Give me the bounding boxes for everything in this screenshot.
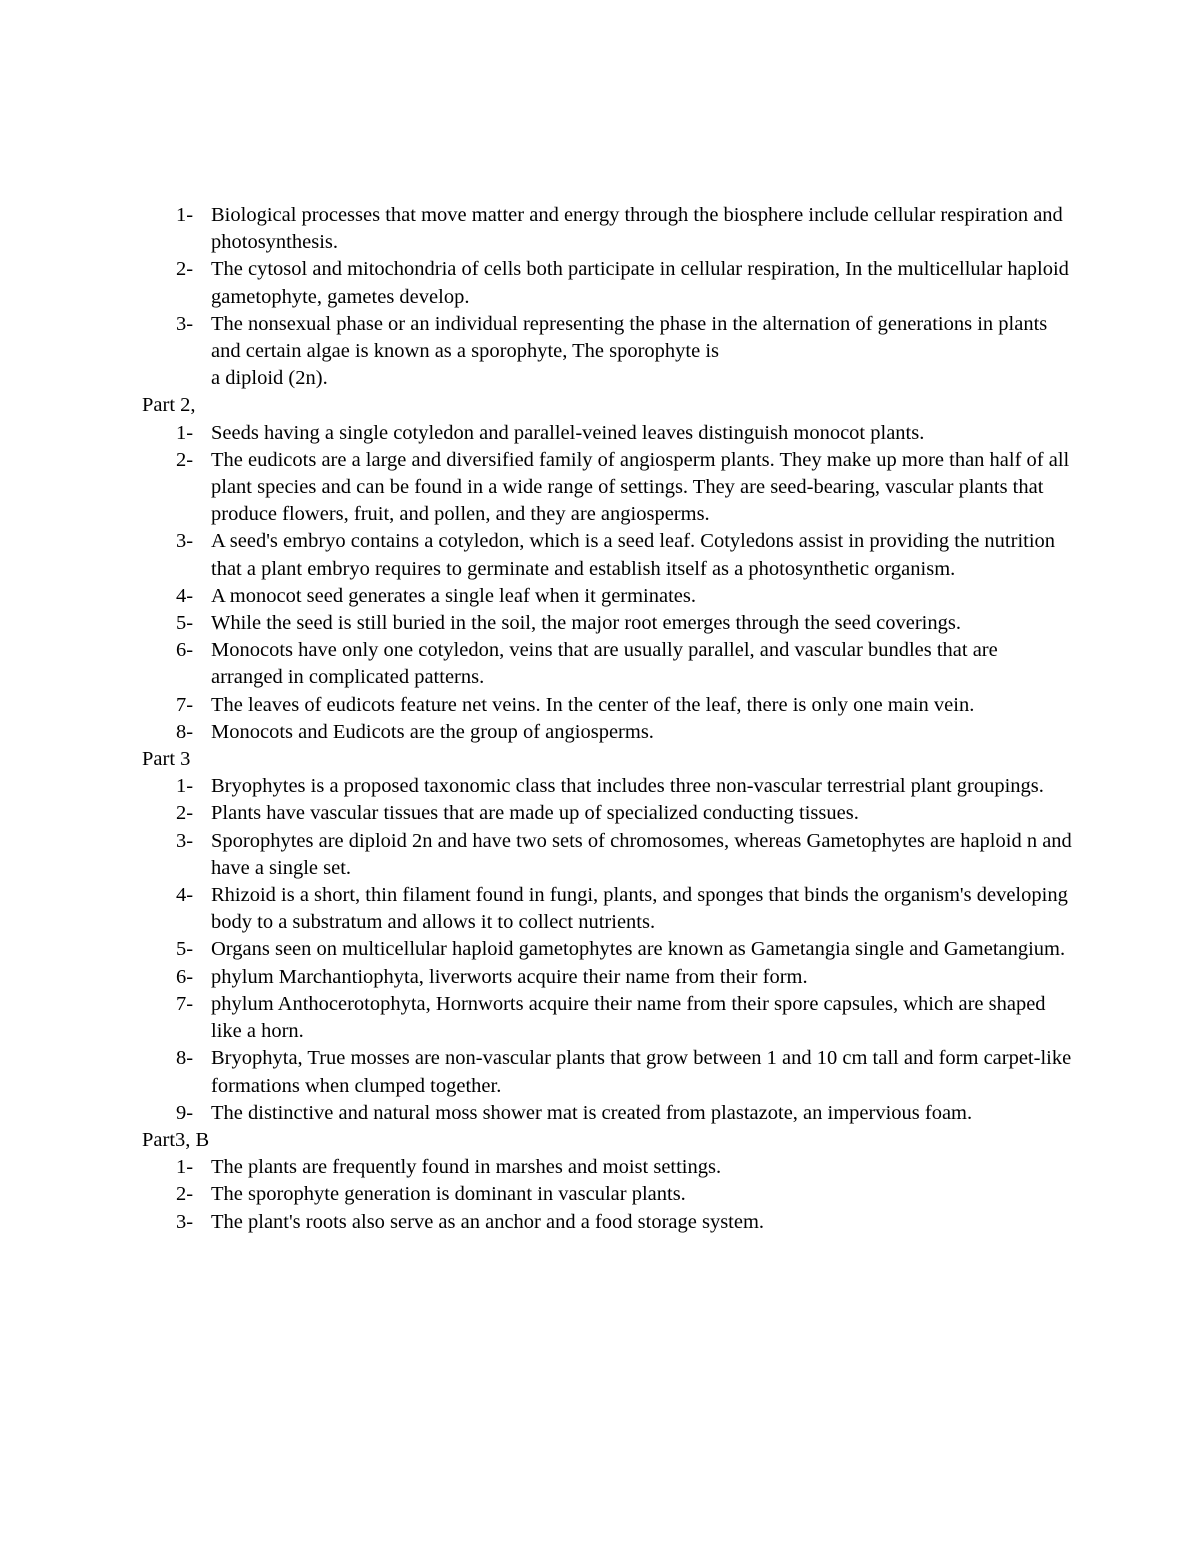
list-item	[142, 202, 1072, 256]
part2-heading: Part 2,	[142, 394, 196, 417]
item-text-continuation: a diploid (2n).	[211, 367, 328, 390]
item-number: 2-	[176, 1183, 194, 1206]
list-item	[142, 1209, 1072, 1236]
part2-list	[142, 420, 1072, 746]
item-number: 3-	[176, 530, 194, 553]
item-text: Bryophytes is a proposed taxonomic class that includes three non-vascular terrestrial plant groupings.	[211, 775, 1044, 798]
item-number: 8-	[176, 1047, 194, 1070]
item-text: phylum Anthocerotophyta, Hornworts acquire their name from their spore capsules, which are shaped like a horn.	[211, 992, 1046, 1043]
item-number: 4-	[176, 584, 194, 607]
item-text: Organs seen on multicellular haploid gametophytes are known as Gametangia single and Gametangium.	[211, 938, 1066, 961]
list-item	[142, 964, 1072, 991]
item-text: Plants have vascular tissues that are made up of specialized conducting tissues.	[211, 802, 859, 825]
list-item	[142, 583, 1072, 610]
item-text: Seeds having a single cotyledon and parallel-veined leaves distinguish monocot plants.	[211, 421, 925, 444]
item-number: 2-	[176, 802, 194, 825]
list-item	[142, 1181, 1072, 1208]
item-number: 7-	[176, 693, 194, 716]
list-item	[142, 610, 1072, 637]
item-number: 7-	[176, 992, 194, 1015]
item-text: A monocot seed generates a single leaf when it germinates.	[211, 584, 697, 607]
list-item	[142, 991, 1072, 1045]
part3b-heading: Part3, B	[142, 1128, 210, 1151]
list-item	[142, 311, 1072, 393]
list-item	[142, 637, 1072, 691]
item-text: Biological processes that move matter and energy through the biosphere include cellular respiration and photosynthesis.	[211, 204, 1063, 254]
item-number: 5-	[176, 612, 194, 635]
item-text: The eudicots are a large and diversified family of angiosperm plants. They make up more than half of all plant species and can be found in a wide range of settings. They are seed-bearing, vascular plants that produce flowers, fruit, and pollen, and they are angiosperms.	[211, 448, 1070, 526]
item-number: 8-	[176, 720, 194, 743]
list-item	[142, 719, 1072, 746]
item-number: 1-	[176, 1156, 194, 1179]
part3-heading: Part 3	[142, 748, 191, 771]
list-item	[142, 828, 1072, 882]
item-number: 1-	[176, 204, 194, 226]
item-text: Bryophyta, True mosses are non-vascular plants that grow between 1 and 10 cm tall and form carpet-like formations when clumped together.	[211, 1047, 1072, 1097]
list-item	[142, 1100, 1072, 1127]
item-number: 1-	[176, 775, 194, 798]
list-item	[142, 447, 1072, 529]
item-text: The nonsexual phase or an individual representing the phase in the alternation of generations in plants and certain algae is known as a sporophyte, The sporophyte is	[211, 312, 1048, 363]
list-item	[142, 800, 1072, 827]
item-number: 3-	[176, 829, 194, 852]
list-item	[142, 1154, 1072, 1181]
item-text: The leaves of eudicots feature net veins. In the center of the leaf, there is only one main vein.	[211, 693, 975, 716]
item-number: 2-	[176, 258, 194, 281]
item-number: 6-	[176, 639, 194, 662]
item-text: The plants are frequently found in marshes and moist settings.	[211, 1156, 722, 1179]
item-number: 5-	[176, 938, 194, 961]
item-text: A seed's embryo contains a cotyledon, which is a seed leaf. Cotyledons assist in providing the nutrition that a plant embryo requires to germinate and establish itself as a photosynthetic organism.	[211, 530, 1056, 580]
item-number: 9-	[176, 1101, 194, 1124]
item-text: Monocots and Eudicots are the group of angiosperms.	[211, 720, 654, 743]
item-text: The distinctive and natural moss shower mat is created from plastazote, an impervious foam.	[211, 1101, 973, 1124]
part1-list	[142, 202, 1072, 392]
list-item	[142, 936, 1072, 963]
item-text: Rhizoid is a short, thin filament found in fungi, plants, and sponges that binds the organism's developing body to a substratum and allows it to collect nutrients.	[211, 884, 1068, 934]
item-number: 6-	[176, 965, 194, 988]
item-number: 1-	[176, 421, 194, 444]
item-number: 3-	[176, 312, 194, 335]
list-item	[142, 882, 1072, 936]
item-number: 3-	[176, 1210, 194, 1233]
item-text: phylum Marchantiophyta, liverworts acquire their name from their form.	[211, 965, 808, 988]
part3b-list	[142, 1154, 1072, 1236]
item-text: While the seed is still buried in the soil, the major root emerges through the seed coverings.	[211, 612, 961, 635]
list-item	[142, 256, 1072, 310]
list-item	[142, 773, 1072, 800]
list-item	[142, 528, 1072, 582]
list-item	[142, 420, 1072, 447]
document-body	[142, 202, 1072, 1236]
item-text: Sporophytes are diploid 2n and have two sets of chromosomes, whereas Gametophytes are haploid n and have a single set.	[211, 829, 1072, 879]
item-text: The cytosol and mitochondria of cells both participate in cellular respiration, In the multicellular haploid gametophyte, gametes develop.	[211, 258, 1069, 308]
item-number: 4-	[176, 884, 194, 907]
item-text: Monocots have only one cotyledon, veins that are usually parallel, and vascular bundles that are arranged in complicated patterns.	[211, 639, 998, 689]
list-item	[142, 1045, 1072, 1099]
item-text: The sporophyte generation is dominant in vascular plants.	[211, 1183, 686, 1206]
item-number: 2-	[176, 448, 194, 471]
part3-list	[142, 773, 1072, 1127]
item-text: The plant's roots also serve as an anchor and a food storage system.	[211, 1210, 765, 1233]
list-item	[142, 692, 1072, 719]
